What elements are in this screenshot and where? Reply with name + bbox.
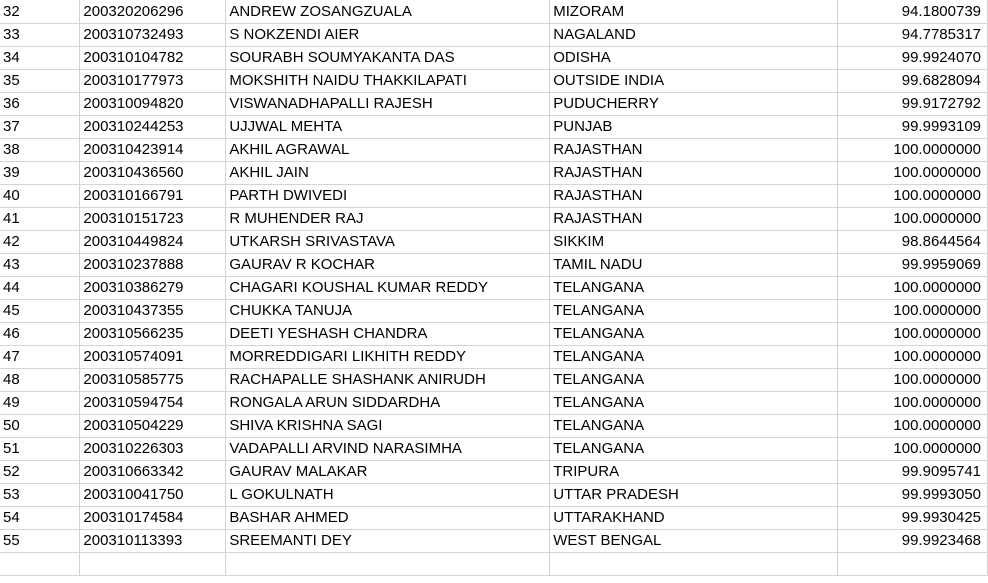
state-cell[interactable]: ODISHA	[550, 46, 838, 69]
state-cell[interactable]: RAJASTHAN	[550, 161, 838, 184]
state-cell[interactable]: TELANGANA	[550, 299, 838, 322]
table-row	[0, 23, 988, 46]
rank-cell[interactable]: 52	[0, 460, 80, 483]
rank-cell[interactable]: 38	[0, 138, 80, 161]
score-cell[interactable]: 100.0000000	[838, 138, 988, 161]
table-row	[0, 184, 988, 207]
score-cell[interactable]: 99.9959069	[838, 253, 988, 276]
roll-number-cell[interactable]: 200310094820	[80, 92, 226, 115]
roll-number-cell[interactable]: 200310177973	[80, 69, 226, 92]
name-cell[interactable]: ANDREW ZOSANGZUALA	[226, 0, 550, 23]
rank-cell[interactable]: 37	[0, 115, 80, 138]
rank-cell[interactable]: 43	[0, 253, 80, 276]
score-cell[interactable]: 99.9930425	[838, 506, 988, 529]
name-cell[interactable]: GAURAV MALAKAR	[226, 460, 550, 483]
score-cell[interactable]: 99.9095741	[838, 460, 988, 483]
state-cell[interactable]: RAJASTHAN	[550, 207, 838, 230]
rank-cell[interactable]: 41	[0, 207, 80, 230]
table-row	[0, 138, 988, 161]
score-cell[interactable]: 99.9993109	[838, 115, 988, 138]
state-cell[interactable]: RAJASTHAN	[550, 184, 838, 207]
roll-number-cell[interactable]: 200310113393	[80, 529, 226, 552]
rank-cell[interactable]: 50	[0, 414, 80, 437]
score-cell[interactable]: 100.0000000	[838, 414, 988, 437]
score-cell[interactable]: 99.9923468	[838, 529, 988, 552]
state-cell[interactable]: WEST BENGAL	[550, 529, 838, 552]
roll-number-cell[interactable]: 200310594754	[80, 391, 226, 414]
name-cell[interactable]: S NOKZENDI AIER	[226, 23, 550, 46]
score-cell[interactable]: 100.0000000	[838, 437, 988, 460]
empty-cell[interactable]	[0, 552, 80, 575]
score-cell[interactable]: 94.7785317	[838, 23, 988, 46]
name-cell[interactable]: PARTH DWIVEDI	[226, 184, 550, 207]
score-cell[interactable]: 100.0000000	[838, 391, 988, 414]
state-cell[interactable]: OUTSIDE INDIA	[550, 69, 838, 92]
state-cell[interactable]: TELANGANA	[550, 414, 838, 437]
state-cell[interactable]: TELANGANA	[550, 322, 838, 345]
score-cell[interactable]: 100.0000000	[838, 345, 988, 368]
state-cell[interactable]: TELANGANA	[550, 345, 838, 368]
name-cell[interactable]: L GOKULNATH	[226, 483, 550, 506]
name-cell[interactable]: RONGALA ARUN SIDDARDHA	[226, 391, 550, 414]
name-cell[interactable]: AKHIL JAIN	[226, 161, 550, 184]
table-row	[0, 460, 988, 483]
name-cell[interactable]: UTKARSH SRIVASTAVA	[226, 230, 550, 253]
table-row	[0, 207, 988, 230]
name-cell[interactable]: AKHIL AGRAWAL	[226, 138, 550, 161]
name-cell[interactable]: UJJWAL MEHTA	[226, 115, 550, 138]
score-cell[interactable]: 99.9993050	[838, 483, 988, 506]
rank-cell[interactable]: 42	[0, 230, 80, 253]
rank-cell[interactable]: 51	[0, 437, 80, 460]
table-row	[0, 391, 988, 414]
state-cell[interactable]: TELANGANA	[550, 437, 838, 460]
rank-cell[interactable]: 49	[0, 391, 80, 414]
name-cell[interactable]: SREEMANTI DEY	[226, 529, 550, 552]
roll-number-cell[interactable]: 200310663342	[80, 460, 226, 483]
roll-number-cell[interactable]: 200310386279	[80, 276, 226, 299]
rank-cell[interactable]: 33	[0, 23, 80, 46]
name-cell[interactable]: VISWANADHAPALLI RAJESH	[226, 92, 550, 115]
score-cell[interactable]: 99.9924070	[838, 46, 988, 69]
rank-cell[interactable]: 45	[0, 299, 80, 322]
table-row	[0, 506, 988, 529]
score-cell[interactable]: 100.0000000	[838, 207, 988, 230]
rank-cell[interactable]: 39	[0, 161, 80, 184]
name-cell[interactable]: CHUKKA TANUJA	[226, 299, 550, 322]
rank-cell[interactable]: 36	[0, 92, 80, 115]
roll-number-cell[interactable]: 200310104782	[80, 46, 226, 69]
score-cell[interactable]: 100.0000000	[838, 276, 988, 299]
rank-cell[interactable]: 55	[0, 529, 80, 552]
roll-number-cell[interactable]: 200310437355	[80, 299, 226, 322]
name-cell[interactable]: BASHAR AHMED	[226, 506, 550, 529]
name-cell[interactable]: DEETI YESHASH CHANDRA	[226, 322, 550, 345]
table-row	[0, 0, 988, 23]
table-row	[0, 299, 988, 322]
roll-number-cell[interactable]: 200310244253	[80, 115, 226, 138]
state-cell[interactable]: TELANGANA	[550, 391, 838, 414]
name-cell[interactable]: CHAGARI KOUSHAL KUMAR REDDY	[226, 276, 550, 299]
roll-number-cell[interactable]: 200310151723	[80, 207, 226, 230]
state-cell[interactable]: PUDUCHERRY	[550, 92, 838, 115]
roll-number-cell[interactable]: 200310585775	[80, 368, 226, 391]
roll-number-cell[interactable]: 200310732493	[80, 23, 226, 46]
roll-number-cell[interactable]: 200310174584	[80, 506, 226, 529]
state-cell[interactable]: PUNJAB	[550, 115, 838, 138]
state-cell[interactable]: RAJASTHAN	[550, 138, 838, 161]
table-row	[0, 46, 988, 69]
table-row	[0, 322, 988, 345]
table-row	[0, 483, 988, 506]
rank-cell[interactable]: 46	[0, 322, 80, 345]
state-cell[interactable]: UTTARAKHAND	[550, 506, 838, 529]
state-cell[interactable]: UTTAR PRADESH	[550, 483, 838, 506]
table-row	[0, 161, 988, 184]
rank-cell[interactable]: 44	[0, 276, 80, 299]
name-cell[interactable]: R MUHENDER RAJ	[226, 207, 550, 230]
score-cell[interactable]: 98.8644564	[838, 230, 988, 253]
roll-number-cell[interactable]: 200320206296	[80, 0, 226, 23]
score-cell[interactable]: 100.0000000	[838, 161, 988, 184]
rank-cell[interactable]: 34	[0, 46, 80, 69]
state-cell[interactable]: MIZORAM	[550, 0, 838, 23]
empty-cell[interactable]	[838, 552, 988, 575]
name-cell[interactable]: RACHAPALLE SHASHANK ANIRUDH	[226, 368, 550, 391]
table-row	[0, 69, 988, 92]
state-cell[interactable]: TELANGANA	[550, 276, 838, 299]
rank-cell[interactable]: 32	[0, 0, 80, 23]
rank-cell[interactable]: 54	[0, 506, 80, 529]
name-cell[interactable]: VADAPALLI ARVIND NARASIMHA	[226, 437, 550, 460]
table-row	[0, 529, 988, 552]
score-cell[interactable]: 99.6828094	[838, 69, 988, 92]
empty-cell[interactable]	[550, 552, 838, 575]
state-cell[interactable]: SIKKIM	[550, 230, 838, 253]
name-cell[interactable]: MOKSHITH NAIDU THAKKILAPATI	[226, 69, 550, 92]
empty-row	[0, 552, 988, 575]
roll-number-cell[interactable]: 200310041750	[80, 483, 226, 506]
name-cell[interactable]: MORREDDIGARI LIKHITH REDDY	[226, 345, 550, 368]
table-row	[0, 115, 988, 138]
table-row	[0, 230, 988, 253]
score-cell[interactable]: 94.1800739	[838, 0, 988, 23]
state-cell[interactable]: TAMIL NADU	[550, 253, 838, 276]
table-row	[0, 276, 988, 299]
name-cell[interactable]: SOURABH SOUMYAKANTA DAS	[226, 46, 550, 69]
table-row	[0, 437, 988, 460]
name-cell[interactable]: GAURAV R KOCHAR	[226, 253, 550, 276]
empty-cell[interactable]	[80, 552, 226, 575]
rank-cell[interactable]: 40	[0, 184, 80, 207]
rank-cell[interactable]: 47	[0, 345, 80, 368]
name-cell[interactable]: SHIVA KRISHNA SAGI	[226, 414, 550, 437]
empty-cell[interactable]	[226, 552, 550, 575]
roll-number-cell[interactable]: 200310449824	[80, 230, 226, 253]
roll-number-cell[interactable]: 200310574091	[80, 345, 226, 368]
table-row	[0, 414, 988, 437]
rank-cell[interactable]: 48	[0, 368, 80, 391]
score-cell[interactable]: 100.0000000	[838, 184, 988, 207]
roll-number-cell[interactable]: 200310226303	[80, 437, 226, 460]
roll-number-cell[interactable]: 200310436560	[80, 161, 226, 184]
score-cell[interactable]: 100.0000000	[838, 299, 988, 322]
table-row	[0, 345, 988, 368]
roll-number-cell[interactable]: 200310237888	[80, 253, 226, 276]
state-cell[interactable]: TRIPURA	[550, 460, 838, 483]
score-cell[interactable]: 99.9172792	[838, 92, 988, 115]
score-cell[interactable]: 100.0000000	[838, 368, 988, 391]
state-cell[interactable]: TELANGANA	[550, 368, 838, 391]
table-row	[0, 368, 988, 391]
roll-number-cell[interactable]: 200310504229	[80, 414, 226, 437]
score-cell[interactable]: 100.0000000	[838, 322, 988, 345]
roll-number-cell[interactable]: 200310166791	[80, 184, 226, 207]
roll-number-cell[interactable]: 200310423914	[80, 138, 226, 161]
rank-cell[interactable]: 53	[0, 483, 80, 506]
roll-number-cell[interactable]: 200310566235	[80, 322, 226, 345]
table-row	[0, 92, 988, 115]
state-cell[interactable]: NAGALAND	[550, 23, 838, 46]
rank-cell[interactable]: 35	[0, 69, 80, 92]
table-row	[0, 253, 988, 276]
